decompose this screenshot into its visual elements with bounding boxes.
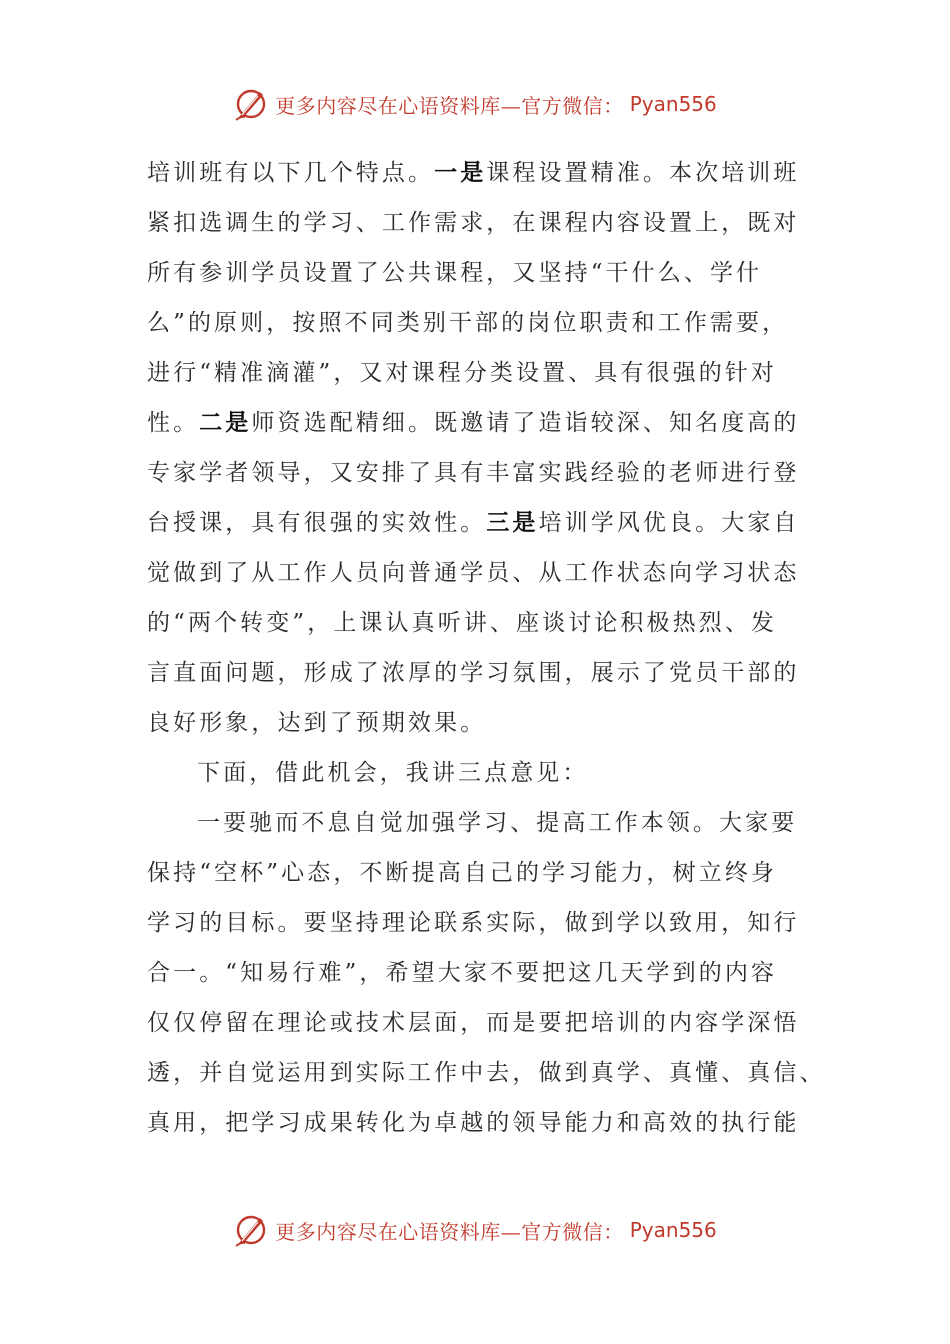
text-line: 紧扣选调生的学习、工作需求，在课程内容设置上，既对: [147, 210, 800, 236]
footer-banner: [0, 1210, 950, 1250]
text-line: 么”的原则，按照不同类别干部的岗位职责和工作需要，: [147, 310, 789, 336]
text-line: 保持“空杯”心态，不断提高自己的学习能力，树立终身: [147, 860, 778, 886]
text-line: 培训班有以下几个特点。一是课程设置精准。本次培训班: [147, 159, 800, 186]
header-wechat-id: Pyan556: [629, 92, 717, 116]
text-line: 真用，把学习成果转化为卓越的领导能力和高效的执行能: [147, 1110, 800, 1136]
header-banner-text: 更多内容尽在心语资料库—官方微信：: [275, 93, 624, 118]
text-line: 言直面问题，形成了浓厚的学习氛围，展示了党员干部的: [147, 660, 800, 686]
text-line: 良好形象，达到了预期效果。: [147, 710, 487, 736]
text-line: 台授课，具有很强的实效性。三是培训学风优良。大家自: [147, 509, 800, 536]
document-body: [147, 148, 826, 1148]
text-line: 透，并自觉运用到实际工作中去，做到真学、真懂、真信、: [147, 1060, 826, 1086]
text-line: 觉做到了从工作人员向普通学员、从工作状态向学习状态: [147, 560, 800, 586]
text-line: 所有参训学员设置了公共课程，又坚持“干什么、学什: [147, 260, 763, 286]
header-banner: [0, 84, 950, 124]
text-line: 下面，借此机会，我讲三点意见：: [197, 760, 589, 786]
text-line: 性。二是师资选配精细。既邀请了造诣较深、知名度高的: [147, 409, 800, 436]
quill-logo-icon: [233, 86, 269, 122]
text-line: 仅仅停留在理论或技术层面，而是要把培训的内容学深悟: [147, 1010, 800, 1036]
emphasis-third: 三是: [486, 509, 539, 536]
emphasis-first: 一是: [434, 159, 487, 186]
emphasis-second: 二是: [199, 409, 252, 436]
text-line: 学习的目标。要坚持理论联系实际，做到学以致用，知行: [147, 910, 800, 936]
text-line: 的“两个转变”，上课认真听讲、座谈讨论积极热烈、发: [147, 610, 778, 636]
text-line: 一要驰而不息自觉加强学习、提高工作本领。大家要: [197, 810, 798, 836]
text-line: 专家学者领导，又安排了具有丰富实践经验的老师进行登: [147, 460, 800, 486]
text-line: 进行“精准滴灌”，又对课程分类设置、具有很强的针对: [147, 360, 778, 386]
quill-logo-icon: [233, 1212, 269, 1248]
footer-banner-text: 更多内容尽在心语资料库—官方微信：: [275, 1219, 624, 1244]
text-line: 合一。“知易行难”，希望大家不要把这几天学到的内容: [147, 960, 778, 986]
footer-wechat-id: Pyan556: [629, 1218, 717, 1242]
